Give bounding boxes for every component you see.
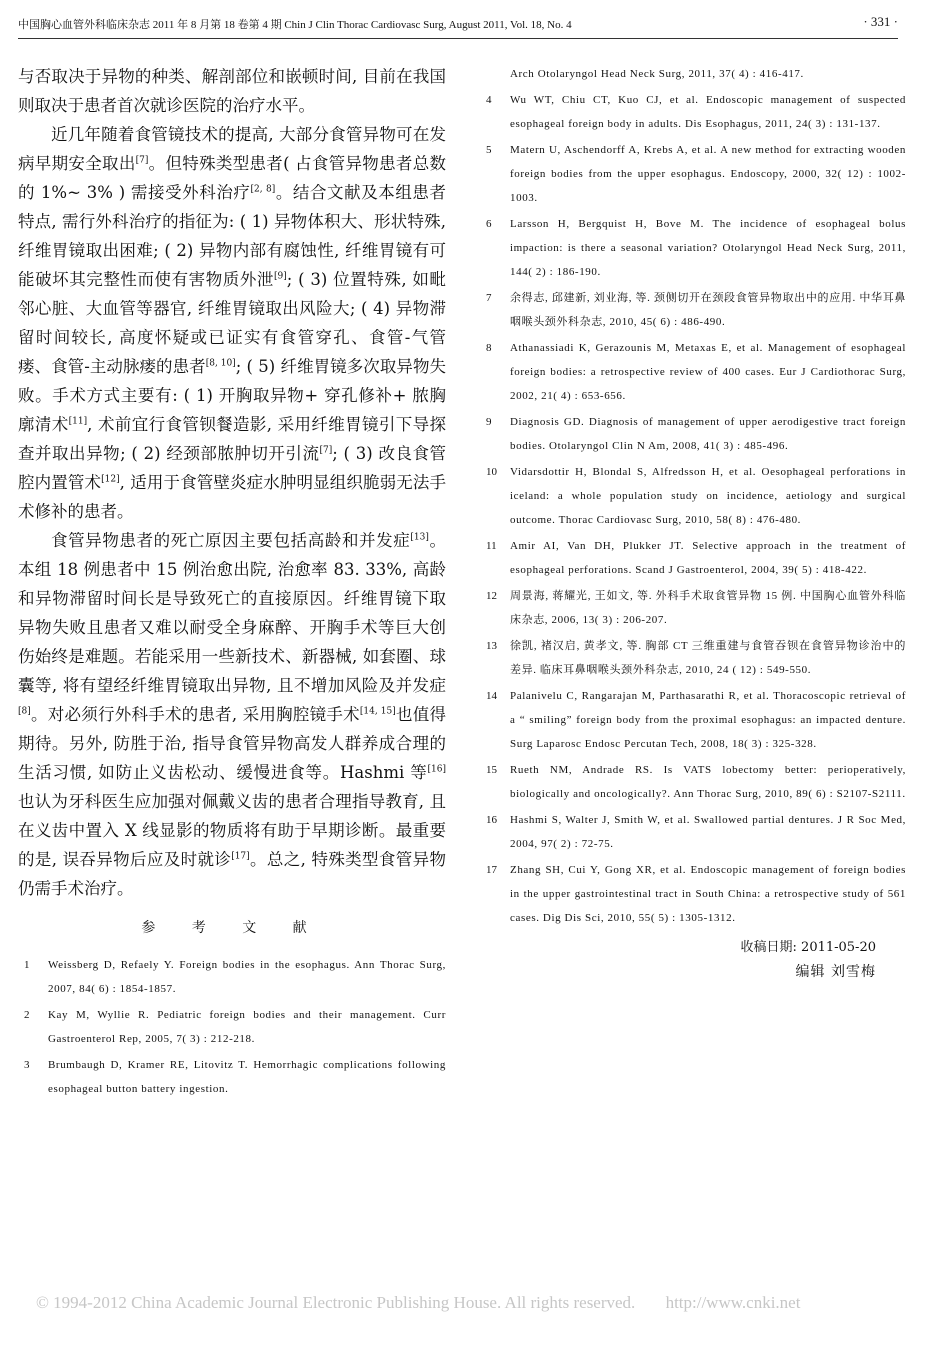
- reference-number: 10: [486, 466, 497, 478]
- reference-item: [480, 858, 906, 930]
- reference-item: [480, 684, 906, 756]
- reference-item: [480, 286, 906, 334]
- citation: [11]: [68, 416, 88, 427]
- running-header: [18, 12, 898, 39]
- received-date: 收稿日期: 2011-05-20: [740, 940, 876, 955]
- reference-number: 16: [486, 814, 497, 826]
- reference-text: Palanivelu C, Rangarajan M, Parthasarathi R, et al. Thoracoscopic retrieval of a “ smiling” foreign body from the proximal esophagus: an impacted denture. Surg Laparosc Endosc Percutan Tech, 2008, 18( 3) : 325-328.: [510, 690, 906, 750]
- citation: [7]: [135, 155, 149, 166]
- reference-number: 17: [486, 864, 497, 876]
- reference-text: Rueth NM, Andrade RS. Is VATS lobectomy better: perioperatively, biologically and oncologically?. Ann Thorac Surg, 2010, 89( 6) : S2107-S2111.: [510, 764, 906, 800]
- citation: [8]: [18, 706, 31, 717]
- reference-number: 8: [486, 342, 492, 354]
- reference-item: [480, 534, 906, 582]
- footer-url: http://www.cnki.net: [665, 1293, 801, 1312]
- reference-number: 6: [486, 218, 492, 230]
- reference-number: 5: [486, 144, 492, 156]
- references-heading: 参 考 文 献: [141, 920, 323, 936]
- reference-number: 9: [486, 416, 492, 428]
- copyright-text: © 1994-2012 China Academic Journal Electronic Publishing House. All rights reserved.: [36, 1293, 636, 1312]
- reference-item: [480, 460, 906, 532]
- body-paragraph-1: 与否取决于异物的种类、解剖部位和嵌顿时间, 目前在我国则取决于患者首次就诊医院的治疗水平。: [18, 67, 446, 115]
- reference-text: Diagnosis GD. Diagnosis of management of upper aerodigestive tract foreign bodies. Otolaryngol Clin N Am, 2008, 41( 3) : 485-496.: [510, 416, 906, 452]
- page-number: · 331 ·: [863, 14, 898, 29]
- citation: [2, 8]: [250, 184, 276, 195]
- citation: [17]: [231, 851, 250, 862]
- reference-text: 余得志, 邱建新, 刘业海, 等. 颈侧切开在颈段食管异物取出中的应用. 中华耳鼻咽喉头颈外科杂志, 2010, 45( 6) : 486-490.: [510, 292, 906, 328]
- reference-number: 1: [24, 959, 30, 971]
- right-column: [480, 62, 906, 981]
- reference-text: Zhang SH, Cui Y, Gong XR, et al. Endoscopic management of foreign bodies in the upper gastrointestinal tract in South China: a retrospective study of 561 cases. Dig Dis Sci, 2010, 55( 5) : 1305-1312.: [510, 864, 906, 924]
- reference-item: [480, 336, 906, 408]
- reference-number: 2: [24, 1009, 30, 1021]
- reference-number: 11: [486, 540, 497, 552]
- reference-item: [480, 138, 906, 210]
- reference-text: Weissberg D, Refaely Y. Foreign bodies in the esophagus. Ann Thorac Surg, 2007, 84( 6) : 1854-1857.: [48, 959, 446, 995]
- copyright-footer: [36, 1293, 800, 1313]
- reference-text: Athanassiadi K, Gerazounis M, Metaxas E, et al. Management of esophageal foreign bodies: a retrospective review of 400 cases. Eur J Cardiothorac Surg, 2002, 21( 4) : 653-656.: [510, 342, 906, 402]
- reference-text: Hashmi S, Walter J, Smith W, et al. Swallowed partial dentures. J R Soc Med, 2004, 97( 2) : 72-75.: [510, 814, 906, 850]
- left-column: [18, 62, 446, 1103]
- citation: [8, 10]: [205, 358, 236, 369]
- reference-text: Brumbaugh D, Kramer RE, Litovitz T. Hemorrhagic complications following esophageal button battery ingestion.: [48, 1059, 446, 1095]
- reference-number: 7: [486, 292, 492, 304]
- reference-text: Amir AI, Van DH, Plukker JT. Selective approach in the treatment of esophageal perforations. Scand J Gastroenterol, 2004, 39( 5) : 418-422.: [510, 540, 906, 576]
- citation: [14, 15]: [359, 706, 396, 717]
- reference-text: 徐凯, 褚汉启, 黄孝文, 等. 胸部 CT 三维重建与食管吞钡在食管异物诊治中的差异. 临床耳鼻咽喉头颈外科杂志, 2010, 24 ( 12) : 549-550.: [510, 640, 906, 676]
- journal-info: 中国胸心血管外科临床杂志 2011 年 8 月第 18 卷第 4 期 Chin J Clin Thorac Cardiovasc Surg, August 2011, Vol. 18, No. 4: [18, 19, 572, 31]
- citation: [16]: [427, 764, 446, 775]
- reference-item: [18, 1053, 446, 1101]
- reference-item: [480, 584, 906, 632]
- body-paragraph-2: 近几年随着食管镜技术的提高, 大部分食管异物可在发病早期安全取出[7]。但特殊类型患者( 占食管异物患者总数的 1%~ 3% ) 需接受外科治疗[2, 8]。结合文献及本组患者特点, 需行外科治疗的指征为: ( 1) 异物体积大、形状特殊, 纤维胃镜取出困难; ( 2) 异物内部有腐蚀性, 纤维胃镜有可能破坏其完整性而使有害物质外泄[9]; ( 3) 位置特殊, 如毗邻心脏、大血管等器官, 纤维胃镜取出风险大; ( 4) 异物滞留时间较长, 高度怀疑或已证实有食管穿孔、食管-气管瘘、食管-主动脉瘘的患者[8, 10]; ( 5) 纤维胃镜多次取异物失败。手术方式主要有: ( 1) 开胸取异物+ 穿孔修补+ 脓胸廓清术[11], 术前宜行食管钡餐造影, 采用纤维胃镜引下导探查并取出异物; ( 2) 经颈部脓肿切开引流[7]; ( 3) 改良食管腔内置管术[12], 适用于食管壁炎症水肿明显组织脆弱无法手术修补的患者。: [18, 125, 447, 521]
- citation: [13]: [410, 532, 429, 543]
- reference-text: Matern U, Aschendorff A, Krebs A, et al. A new method for extracting wooden foreign bodies from the upper esophagus. Endoscopy, 2000, 32( 12) : 1002-1003.: [510, 144, 906, 204]
- reference-item: [480, 410, 906, 458]
- reference-item: [18, 1003, 446, 1051]
- reference-text: Wu WT, Chiu CT, Kuo CJ, et al. Endoscopic management of suspected esophageal foreign body in adults. Dis Esophagus, 2011, 24( 3) : 131-137.: [510, 94, 906, 130]
- body-paragraph-3: 食管异物患者的死亡原因主要包括高龄和并发症[13]。本组 18 例患者中 15 例治愈出院, 治愈率 83. 33%, 高龄和异物滞留时间长是导致死亡的直接原因。纤维胃镜下取异物失败且患者又难以耐受全身麻醉、开胸手术等巨大创伤始终是难题。若能采用一些新技术、新器械, 如套圈、球囊等, 将有望经纤维胃镜取出异物, 且不增加风险及并发症[8]。对必须行外科手术的患者, 采用胸腔镜手术[14, 15]也值得期待。另外, 防胜于治, 指导食管异物高发人群养成合理的生活习惯, 如防止义齿松动、缓慢进食等。Hashmi 等[16]也认为牙科医生应加强对佩戴义齿的患者合理指导教育, 且在义齿中置入 X 线显影的物质将有助于早期诊断。最重要的是, 误吞异物后应及时就诊[17]。总之, 特殊类型食管异物仍需手术治疗。: [18, 531, 447, 898]
- reference-item: [18, 953, 446, 1001]
- editor-credit: 编辑 刘雪梅: [795, 964, 876, 980]
- reference-number: 14: [486, 690, 497, 702]
- reference-item: [480, 88, 906, 136]
- reference-item-continued: [480, 62, 906, 86]
- reference-number: 4: [486, 94, 492, 106]
- reference-item: [480, 212, 906, 284]
- reference-text: Vidarsdottir H, Blondal S, Alfredsson H, et al. Oesophageal perforations in iceland: a whole population study on incidence, aetiology and surgical outcome. Thorac Cardiovasc Surg, 2010, 58( 8) : 476-480.: [510, 466, 906, 526]
- reference-text: 周景海, 蒋耀光, 王如文, 等. 外科手术取食管异物 15 例. 中国胸心血管外科临床杂志, 2006, 13( 3) : 206-207.: [510, 590, 906, 626]
- reference-number: 3: [24, 1059, 30, 1071]
- reference-number: 15: [486, 764, 497, 776]
- reference-text: Arch Otolaryngol Head Neck Surg, 2011, 37( 4) : 416-417.: [510, 68, 804, 80]
- reference-number: 13: [486, 640, 497, 652]
- reference-number: 12: [486, 590, 497, 602]
- reference-item: [480, 634, 906, 682]
- reference-text: Larsson H, Bergquist H, Bove M. The incidence of esophageal bolus impaction: is there a seasonal variation? Otolaryngol Head Neck Surg, 2011, 144( 2) : 186-190.: [510, 218, 906, 278]
- reference-item: [480, 758, 906, 806]
- citation: [9]: [274, 271, 287, 282]
- citation: [12]: [101, 474, 120, 485]
- reference-item: [480, 808, 906, 856]
- reference-text: Kay M, Wyllie R. Pediatric foreign bodies and their management. Curr Gastroenterol Rep, 2005, 7( 3) : 212-218.: [48, 1009, 446, 1045]
- citation: [7]: [319, 445, 333, 456]
